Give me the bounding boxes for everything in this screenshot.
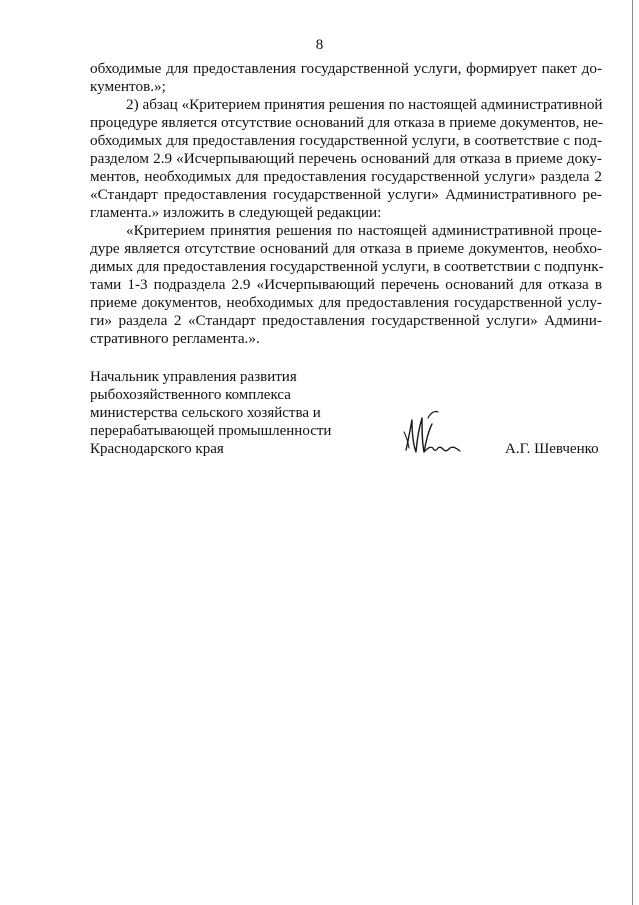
body-line: дуре является отсутствие оснований для отказа в приеме документов, необхо- <box>90 240 602 257</box>
signer-position-line: Краснодарского края <box>90 441 224 457</box>
body-line: «Критерием принятия решения по настоящей административной проце- <box>126 222 602 239</box>
body-line: приеме документов, необходимых для предоставления государственной услу- <box>90 294 602 311</box>
body-line: «Стандарт предоставления государственной услуги» Административного ре- <box>90 186 602 203</box>
signer-position-line: министерства сельского хозяйства и <box>90 405 321 421</box>
body-line: кументов.»; <box>90 78 166 95</box>
body-line: стративного регламента.». <box>90 330 260 347</box>
signer-position-line: перерабатывающей промышленности <box>90 423 332 439</box>
signer-position-line: рыбохозяйственного комплекса <box>90 387 291 403</box>
page-number: 8 <box>315 37 324 53</box>
signer-name: А.Г. Шевченко <box>505 441 599 457</box>
signer-position-line: Начальник управления развития <box>90 369 297 385</box>
body-line: тами 1-3 подраздела 2.9 «Исчерпывающий перечень оснований для отказа в <box>90 276 602 293</box>
body-line: процедуре является отсутствие оснований для отказа в приеме документов, не- <box>90 114 604 131</box>
body-line: 2) абзац «Критерием принятия решения по настоящей административной <box>126 96 603 113</box>
body-line: ментов, необходимых для предоставления государственной услуги» раздела 2 <box>90 168 602 185</box>
scan-edge-line <box>632 0 633 905</box>
body-line: димых для предоставления государственной услуги, в соответствии с подпунк- <box>90 258 604 275</box>
body-line: обходимые для предоставления государственной услуги, формирует пакет до- <box>90 60 602 77</box>
body-line: ги» раздела 2 «Стандарт предоставления государственной услуги» Админи- <box>90 312 602 329</box>
body-line: обходимых для предоставления государственной услуги, в соответствие с под- <box>90 132 602 149</box>
handwritten-signature <box>400 402 464 466</box>
body-line: гламента.» изложить в следующей редакции: <box>90 204 382 221</box>
body-line: разделом 2.9 «Исчерпывающий перечень оснований для отказа в приеме доку- <box>90 150 602 167</box>
